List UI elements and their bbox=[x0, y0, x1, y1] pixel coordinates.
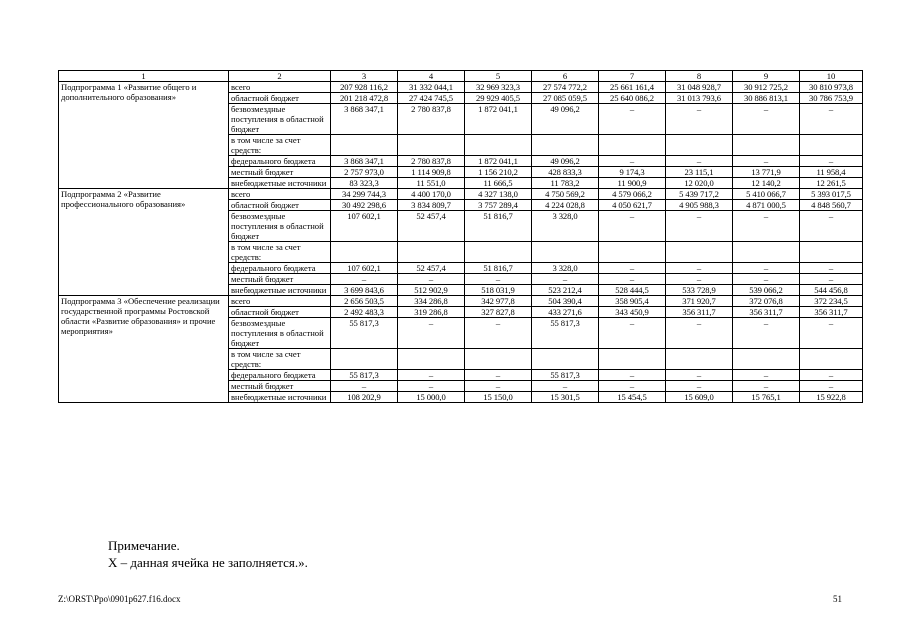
value-cell: 27 574 772,2 bbox=[532, 82, 599, 93]
value-cell: 2 492 483,3 bbox=[331, 307, 398, 318]
value-cell: – bbox=[398, 274, 465, 285]
value-cell: – bbox=[733, 211, 800, 242]
funding-source-label: безвозмездные поступления в областной бюджет bbox=[229, 318, 331, 349]
value-cell: 343 450,9 bbox=[599, 307, 666, 318]
value-cell: 4 400 170,0 bbox=[398, 189, 465, 200]
value-cell: 518 031,9 bbox=[465, 285, 532, 296]
value-cell: 30 786 753,9 bbox=[800, 93, 863, 104]
value-cell: 1 114 909,8 bbox=[398, 167, 465, 178]
value-cell: – bbox=[666, 318, 733, 349]
value-cell bbox=[599, 349, 666, 370]
header-cell: 4 bbox=[398, 71, 465, 82]
value-cell: – bbox=[733, 381, 800, 392]
header-cell: 10 bbox=[800, 71, 863, 82]
value-cell: 34 299 744,3 bbox=[331, 189, 398, 200]
funding-source-label: внебюджетные источники bbox=[229, 285, 331, 296]
value-cell: 433 271,6 bbox=[532, 307, 599, 318]
value-cell: 342 977,8 bbox=[465, 296, 532, 307]
funding-source-label: в том числе за счет средств: bbox=[229, 242, 331, 263]
value-cell bbox=[733, 242, 800, 263]
value-cell: – bbox=[465, 318, 532, 349]
value-cell bbox=[800, 349, 863, 370]
value-cell: 51 816,7 bbox=[465, 211, 532, 242]
value-cell: 52 457,4 bbox=[398, 263, 465, 274]
value-cell: 31 048 928,7 bbox=[666, 82, 733, 93]
value-cell bbox=[666, 242, 733, 263]
value-cell: – bbox=[800, 104, 863, 135]
value-cell: 51 816,7 bbox=[465, 263, 532, 274]
value-cell: – bbox=[599, 156, 666, 167]
value-cell: – bbox=[599, 104, 666, 135]
value-cell: 15 922,8 bbox=[800, 392, 863, 403]
value-cell: 356 311,7 bbox=[733, 307, 800, 318]
value-cell bbox=[398, 242, 465, 263]
value-cell: 504 390,4 bbox=[532, 296, 599, 307]
value-cell: – bbox=[599, 274, 666, 285]
funding-source-label: безвозмездные поступления в областной бюджет bbox=[229, 211, 331, 242]
funding-source-label: местный бюджет bbox=[229, 381, 331, 392]
value-cell bbox=[733, 135, 800, 156]
value-cell: – bbox=[733, 263, 800, 274]
value-cell: 25 640 086,2 bbox=[599, 93, 666, 104]
value-cell bbox=[733, 349, 800, 370]
value-cell: 49 096,2 bbox=[532, 156, 599, 167]
value-cell: – bbox=[666, 156, 733, 167]
value-cell: – bbox=[800, 381, 863, 392]
value-cell bbox=[599, 135, 666, 156]
value-cell: 31 013 793,6 bbox=[666, 93, 733, 104]
value-cell: – bbox=[800, 263, 863, 274]
value-cell bbox=[800, 242, 863, 263]
value-cell: 2 656 503,5 bbox=[331, 296, 398, 307]
funding-source-label: внебюджетные источники bbox=[229, 178, 331, 189]
value-cell: 55 817,3 bbox=[331, 370, 398, 381]
value-cell: 4 871 000,5 bbox=[733, 200, 800, 211]
value-cell: 30 492 298,6 bbox=[331, 200, 398, 211]
value-cell: – bbox=[398, 370, 465, 381]
value-cell: – bbox=[800, 211, 863, 242]
value-cell: – bbox=[666, 381, 733, 392]
funding-source-label: всего bbox=[229, 189, 331, 200]
value-cell: 15 609,0 bbox=[666, 392, 733, 403]
value-cell bbox=[532, 135, 599, 156]
value-cell: 3 834 809,7 bbox=[398, 200, 465, 211]
value-cell: 107 602,1 bbox=[331, 211, 398, 242]
value-cell: 11 666,5 bbox=[465, 178, 532, 189]
funding-source-label: областной бюджет bbox=[229, 200, 331, 211]
value-cell: 2 757 973,0 bbox=[331, 167, 398, 178]
program-title: Подпрограмма 1 «Развитие общего и дополнительного образования» bbox=[59, 82, 229, 189]
value-cell bbox=[331, 135, 398, 156]
value-cell: 49 096,2 bbox=[532, 104, 599, 135]
header-cell: 6 bbox=[532, 71, 599, 82]
value-cell: 512 902,9 bbox=[398, 285, 465, 296]
value-cell: – bbox=[398, 318, 465, 349]
program-title: Подпрограмма 3 «Обеспечение реализации государственной программы Ростовской области «Развитие образования» и прочие мероприятия» bbox=[59, 296, 229, 403]
funding-source-label: всего bbox=[229, 82, 331, 93]
value-cell: 3 328,0 bbox=[532, 211, 599, 242]
value-cell: – bbox=[733, 370, 800, 381]
value-cell bbox=[599, 242, 666, 263]
header-cell: 7 bbox=[599, 71, 666, 82]
header-cell: 9 bbox=[733, 71, 800, 82]
funding-source-label: федерального бюджета bbox=[229, 370, 331, 381]
funding-source-label: местный бюджет bbox=[229, 167, 331, 178]
value-cell: 15 765,1 bbox=[733, 392, 800, 403]
value-cell: 539 066,2 bbox=[733, 285, 800, 296]
value-cell: 3 328,0 bbox=[532, 263, 599, 274]
funding-source-label: внебюджетные источники bbox=[229, 392, 331, 403]
value-cell: 4 848 560,7 bbox=[800, 200, 863, 211]
value-cell: 27 085 059,5 bbox=[532, 93, 599, 104]
note-text: Х – данная ячейка не заполняется.». bbox=[108, 555, 308, 570]
value-cell: – bbox=[599, 370, 666, 381]
value-cell: – bbox=[800, 318, 863, 349]
value-cell bbox=[465, 242, 532, 263]
header-cell: 1 bbox=[59, 71, 229, 82]
value-cell: 30 886 813,1 bbox=[733, 93, 800, 104]
value-cell: 5 393 017,5 bbox=[800, 189, 863, 200]
funding-source-label: всего bbox=[229, 296, 331, 307]
value-cell: – bbox=[800, 156, 863, 167]
value-cell: 32 969 323,3 bbox=[465, 82, 532, 93]
note-title: Примечание. bbox=[108, 538, 180, 553]
value-cell: 30 810 973,8 bbox=[800, 82, 863, 93]
value-cell: 55 817,3 bbox=[331, 318, 398, 349]
value-cell bbox=[465, 135, 532, 156]
value-cell: – bbox=[599, 211, 666, 242]
value-cell: 11 900,9 bbox=[599, 178, 666, 189]
value-cell: 358 905,4 bbox=[599, 296, 666, 307]
funding-source-label: областной бюджет bbox=[229, 93, 331, 104]
value-cell: 9 174,3 bbox=[599, 167, 666, 178]
value-cell: 523 212,4 bbox=[532, 285, 599, 296]
value-cell: 2 780 837,8 bbox=[398, 156, 465, 167]
value-cell: – bbox=[666, 274, 733, 285]
value-cell: 55 817,3 bbox=[532, 318, 599, 349]
value-cell: 15 301,5 bbox=[532, 392, 599, 403]
value-cell: 3 699 843,6 bbox=[331, 285, 398, 296]
value-cell: – bbox=[666, 104, 733, 135]
value-cell: 12 261,5 bbox=[800, 178, 863, 189]
value-cell bbox=[398, 135, 465, 156]
table-row bbox=[59, 296, 863, 307]
value-cell: – bbox=[465, 274, 532, 285]
value-cell: 207 928 116,2 bbox=[331, 82, 398, 93]
value-cell: 544 456,8 bbox=[800, 285, 863, 296]
value-cell: 4 327 138,0 bbox=[465, 189, 532, 200]
value-cell bbox=[666, 135, 733, 156]
value-cell: 29 929 405,5 bbox=[465, 93, 532, 104]
value-cell: – bbox=[599, 263, 666, 274]
value-cell bbox=[331, 349, 398, 370]
value-cell: 2 780 837,8 bbox=[398, 104, 465, 135]
value-cell: 201 218 472,8 bbox=[331, 93, 398, 104]
value-cell: – bbox=[800, 274, 863, 285]
value-cell: 533 728,9 bbox=[666, 285, 733, 296]
value-cell: 11 551,0 bbox=[398, 178, 465, 189]
value-cell: 3 757 289,4 bbox=[465, 200, 532, 211]
value-cell: 31 332 044,1 bbox=[398, 82, 465, 93]
value-cell: 12 020,0 bbox=[666, 178, 733, 189]
value-cell bbox=[465, 349, 532, 370]
value-cell bbox=[398, 349, 465, 370]
value-cell: – bbox=[331, 274, 398, 285]
value-cell: 356 311,7 bbox=[666, 307, 733, 318]
value-cell: 15 150,0 bbox=[465, 392, 532, 403]
value-cell bbox=[800, 135, 863, 156]
value-cell: 107 602,1 bbox=[331, 263, 398, 274]
value-cell: 27 424 745,5 bbox=[398, 93, 465, 104]
funding-source-label: в том числе за счет средств: bbox=[229, 349, 331, 370]
value-cell: – bbox=[666, 211, 733, 242]
header-cell: 3 bbox=[331, 71, 398, 82]
value-cell: – bbox=[532, 274, 599, 285]
header-cell: 5 bbox=[465, 71, 532, 82]
value-cell: 108 202,9 bbox=[331, 392, 398, 403]
value-cell: 327 827,8 bbox=[465, 307, 532, 318]
value-cell: 334 286,8 bbox=[398, 296, 465, 307]
value-cell: 528 444,5 bbox=[599, 285, 666, 296]
header-row bbox=[59, 71, 863, 82]
value-cell: 3 868 347,1 bbox=[331, 104, 398, 135]
value-cell: 4 905 988,3 bbox=[666, 200, 733, 211]
value-cell: 428 833,3 bbox=[532, 167, 599, 178]
funding-source-label: местный бюджет bbox=[229, 274, 331, 285]
value-cell: 1 872 041,1 bbox=[465, 104, 532, 135]
value-cell: – bbox=[465, 370, 532, 381]
value-cell: – bbox=[800, 370, 863, 381]
value-cell bbox=[532, 242, 599, 263]
value-cell: – bbox=[733, 156, 800, 167]
funding-source-label: федерального бюджета bbox=[229, 263, 331, 274]
value-cell: 4 750 569,2 bbox=[532, 189, 599, 200]
value-cell bbox=[331, 242, 398, 263]
value-cell: – bbox=[331, 381, 398, 392]
value-cell: 372 234,5 bbox=[800, 296, 863, 307]
value-cell: 5 410 066,7 bbox=[733, 189, 800, 200]
value-cell: 1 156 210,2 bbox=[465, 167, 532, 178]
value-cell: 372 076,8 bbox=[733, 296, 800, 307]
footer-file-path: Z:\ORST\Ppo\0901p627.f16.docx bbox=[58, 594, 181, 604]
value-cell: 30 912 725,2 bbox=[733, 82, 800, 93]
value-cell: 3 868 347,1 bbox=[331, 156, 398, 167]
header-cell: 2 bbox=[229, 71, 331, 82]
value-cell: – bbox=[666, 263, 733, 274]
funding-source-label: областной бюджет bbox=[229, 307, 331, 318]
value-cell: – bbox=[666, 370, 733, 381]
budget-table bbox=[58, 70, 863, 403]
program-title: Подпрограмма 2 «Развитие профессионального образования» bbox=[59, 189, 229, 296]
value-cell: 4 050 621,7 bbox=[599, 200, 666, 211]
value-cell: 5 439 717,2 bbox=[666, 189, 733, 200]
table-body bbox=[59, 71, 863, 403]
value-cell bbox=[532, 349, 599, 370]
value-cell: – bbox=[733, 318, 800, 349]
value-cell: 55 817,3 bbox=[532, 370, 599, 381]
value-cell: 371 920,7 bbox=[666, 296, 733, 307]
value-cell: 15 454,5 bbox=[599, 392, 666, 403]
header-cell: 8 bbox=[666, 71, 733, 82]
value-cell: 1 872 041,1 bbox=[465, 156, 532, 167]
value-cell: 12 140,2 bbox=[733, 178, 800, 189]
funding-source-label: безвозмездные поступления в областной бюджет bbox=[229, 104, 331, 135]
value-cell: 319 286,8 bbox=[398, 307, 465, 318]
table-row bbox=[59, 189, 863, 200]
value-cell: – bbox=[599, 381, 666, 392]
value-cell: – bbox=[733, 274, 800, 285]
value-cell: 11 958,4 bbox=[800, 167, 863, 178]
funding-source-label: в том числе за счет средств: bbox=[229, 135, 331, 156]
value-cell bbox=[666, 349, 733, 370]
value-cell: 25 661 161,4 bbox=[599, 82, 666, 93]
value-cell: 23 115,1 bbox=[666, 167, 733, 178]
value-cell: – bbox=[599, 318, 666, 349]
value-cell: – bbox=[398, 381, 465, 392]
value-cell: – bbox=[733, 104, 800, 135]
value-cell: 52 457,4 bbox=[398, 211, 465, 242]
value-cell: – bbox=[532, 381, 599, 392]
value-cell: 11 783,2 bbox=[532, 178, 599, 189]
page-number: 51 bbox=[833, 594, 842, 604]
value-cell: 356 311,7 bbox=[800, 307, 863, 318]
value-cell: 83 323,3 bbox=[331, 178, 398, 189]
value-cell: 4 579 066,2 bbox=[599, 189, 666, 200]
table-row bbox=[59, 82, 863, 93]
value-cell: 4 224 028,8 bbox=[532, 200, 599, 211]
value-cell: – bbox=[465, 381, 532, 392]
funding-source-label: федерального бюджета bbox=[229, 156, 331, 167]
value-cell: 15 000,0 bbox=[398, 392, 465, 403]
value-cell: 13 771,9 bbox=[733, 167, 800, 178]
